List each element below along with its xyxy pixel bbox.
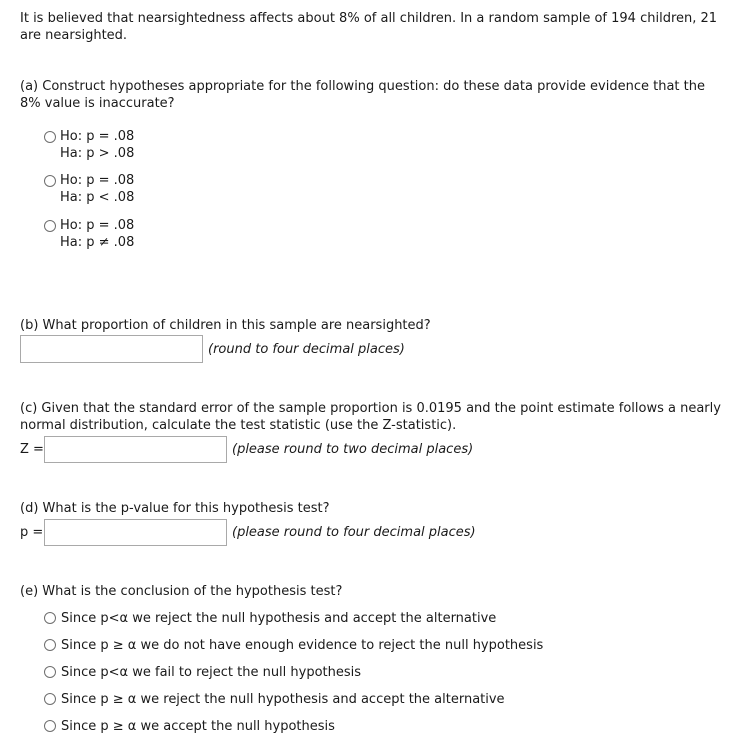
part-b-question: (b) What proportion of children in this sample are nearsighted? — [20, 318, 431, 333]
radio-button-icon[interactable] — [44, 666, 56, 678]
conclusion-option-4[interactable] — [44, 691, 505, 708]
conclusion-option-5[interactable] — [44, 718, 335, 735]
z-statistic-input[interactable] — [44, 436, 227, 463]
z-hint: (please round to two decimal places) — [232, 442, 474, 457]
radio-button-icon[interactable] — [44, 639, 56, 651]
conclusion-label: Since p ≥ α we accept the null hypothesis — [61, 719, 335, 734]
proportion-hint: (round to four decimal places) — [208, 342, 405, 357]
hypothesis-option-2[interactable] — [44, 172, 134, 206]
p-label: p = — [20, 525, 44, 540]
proportion-input[interactable] — [20, 335, 203, 363]
radio-button-icon[interactable] — [44, 612, 56, 624]
part-c-question: (c) Given that the standard error of the sample proportion is 0.0195 and the point estimate follows a nearly normal distribution, calculate the test statistic (use the Z-statistic). — [20, 401, 721, 433]
radio-button-icon[interactable] — [44, 720, 56, 732]
radio-button-icon[interactable] — [44, 131, 56, 143]
conclusion-option-1[interactable] — [44, 610, 496, 627]
conclusion-option-2[interactable] — [44, 637, 543, 654]
part-d-question: (d) What is the p-value for this hypothesis test? — [20, 501, 330, 516]
conclusion-label: Since p<α we reject the null hypothesis and accept the alternative — [61, 611, 497, 626]
hypothesis-alternative: Ha: p < .08 — [60, 190, 135, 205]
radio-button-icon[interactable] — [44, 220, 56, 232]
hypothesis-null: Ho: p = .08 — [60, 129, 135, 144]
hypothesis-null: Ho: p = .08 — [60, 218, 135, 233]
hypothesis-alternative: Ha: p > .08 — [60, 146, 135, 161]
part-e-question: (e) What is the conclusion of the hypothesis test? — [20, 584, 343, 599]
conclusion-option-3[interactable] — [44, 664, 361, 681]
z-label: Z = — [20, 442, 44, 457]
hypothesis-option-3[interactable] — [44, 217, 134, 251]
hypothesis-option-1[interactable] — [44, 128, 134, 162]
radio-button-icon[interactable] — [44, 175, 56, 187]
conclusion-label: Since p ≥ α we reject the null hypothesis and accept the alternative — [61, 692, 505, 707]
hypothesis-alternative: Ha: p ≠ .08 — [60, 235, 135, 250]
part-a-question: (a) Construct hypotheses appropriate for the following question: do these data provide evidence that the 8% value is inaccurate? — [20, 79, 705, 111]
p-value-input[interactable] — [44, 519, 227, 546]
hypothesis-null: Ho: p = .08 — [60, 173, 135, 188]
p-hint: (please round to four decimal places) — [232, 525, 476, 540]
radio-button-icon[interactable] — [44, 693, 56, 705]
conclusion-label: Since p<α we fail to reject the null hypothesis — [61, 665, 362, 680]
conclusion-label: Since p ≥ α we do not have enough evidence to reject the null hypothesis — [61, 638, 544, 653]
problem-statement: It is believed that nearsightedness affects about 8% of all children. In a random sample of 194 children, 21 are nearsighted. — [20, 11, 718, 43]
